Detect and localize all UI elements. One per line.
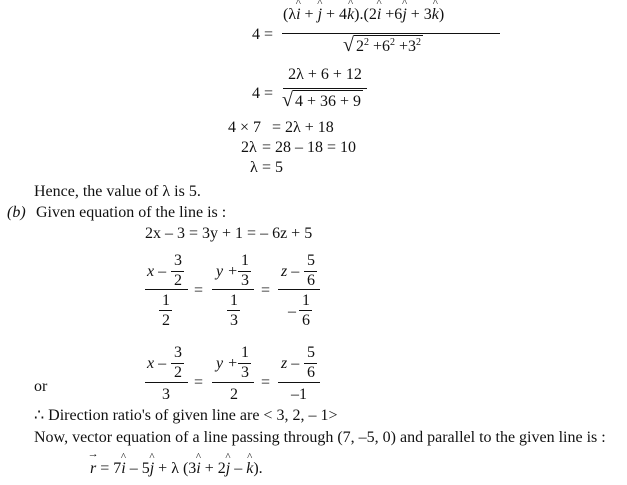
eq1-t3-bot-sign: – — [288, 303, 296, 320]
eq1-num-p8: +6 — [381, 6, 403, 23]
eq2-numerator: 2λ + 6 + 12 — [288, 66, 362, 83]
eq1-denominator — [343, 34, 423, 57]
unit-j: j ^ — [226, 461, 230, 477]
eq1-t3-main-bar — [278, 289, 320, 290]
eq2-den-inner: 4 + 36 + 9 — [293, 90, 363, 111]
eq2-t2-top-den: 3 — [241, 364, 249, 381]
eq1-num-p0: (λ — [283, 6, 297, 23]
unit-i: i ^ — [296, 7, 300, 23]
eq1-t2-bot-num: 1 — [230, 292, 238, 309]
eq1-num-p2: + — [300, 6, 318, 23]
unit-k: k ^ — [432, 7, 439, 23]
conclusion-text: Hence, the value of λ is 5. — [34, 183, 201, 200]
final-p11: ). — [253, 460, 263, 477]
sqrt-sign: √ — [343, 34, 354, 56]
eq2-denominator — [282, 89, 363, 112]
final-p7: + 2 — [200, 460, 226, 477]
eq1-den-p5: 2 — [416, 37, 422, 48]
eq1-t1-bot-num: 1 — [162, 292, 170, 309]
eq1-t1-top-lead: x – — [147, 263, 167, 280]
eq1-t2-top-lead: y + — [216, 263, 238, 280]
part-b-label: (b) — [7, 204, 26, 221]
step-3-rhs: = 5 — [262, 159, 284, 176]
final-p5: + λ (3 — [154, 460, 197, 477]
eq1-den-p1: 2 — [363, 37, 369, 48]
eq1-equals-1: = — [194, 282, 204, 299]
unit-k: k ^ — [246, 461, 253, 477]
eq2-t3-main-bar — [278, 382, 320, 383]
final-p1: = 7 — [96, 460, 122, 477]
eq1-numerator — [283, 7, 444, 23]
eq1-lhs: 4 = — [252, 26, 274, 43]
final-p3: – 5 — [125, 460, 150, 477]
eq2-t3-top-lead: z – — [281, 355, 300, 372]
eq1-num-p10: + 3 — [406, 6, 432, 23]
eq1-t3-top-num: 5 — [307, 252, 315, 269]
eq1-den-p3: 2 — [390, 37, 396, 48]
eq2-t1-den: 3 — [162, 386, 170, 403]
eq2-t1-main-bar — [145, 382, 188, 383]
eq2-equals-2: = — [261, 374, 271, 391]
unit-j: j ^ — [402, 7, 406, 23]
vector-r: r → — [90, 461, 96, 477]
eq2-equals-1: = — [194, 374, 204, 391]
eq1-t2-top-num: 1 — [241, 252, 249, 269]
eq1-t3-bot-num: 1 — [302, 292, 310, 309]
eq1-t2-bot-bar — [227, 310, 240, 311]
eq2-t3-den: –1 — [291, 386, 307, 403]
eq1-num-p6: ).(2 — [354, 6, 377, 23]
eq1-t2-main-bar — [212, 289, 254, 290]
unit-i: i ^ — [196, 461, 200, 477]
eq2-t3-top-den: 6 — [307, 364, 315, 381]
eq2-t2-den: 2 — [230, 386, 238, 403]
eq2-t2-main-bar — [212, 382, 254, 383]
eq1-t1-top-num: 3 — [174, 252, 182, 269]
vector-intro-text: Now, vector equation of a line passing through (7, –5, 0) and parallel to the given line is : — [34, 429, 606, 446]
unit-i: i ^ — [121, 461, 125, 477]
eq1-num-p12: ) — [438, 6, 445, 23]
eq1-den-p2: +6 — [368, 38, 391, 55]
part-b-intro: Given equation of the line is : — [36, 204, 227, 221]
final-vector-equation — [90, 461, 263, 477]
eq1-den-p4: +3 — [395, 38, 417, 55]
eq1-t1-main-bar — [145, 289, 188, 290]
unit-i: i ^ — [377, 7, 381, 23]
eq2-t1-top-den: 2 — [174, 364, 182, 381]
eq2-t1-top-num: 3 — [174, 344, 182, 361]
eq2-lhs: 4 = — [252, 85, 274, 102]
eq1-t2-top-den: 3 — [241, 272, 249, 289]
eq1-t1-bot-bar — [159, 310, 172, 311]
sqrt-sign: √ — [282, 89, 293, 111]
eq2-t1-top-lead: x – — [147, 355, 167, 372]
eq1-t3-top-den: 6 — [307, 272, 315, 289]
eq2-t3-top-num: 5 — [307, 344, 315, 361]
step-2-rhs: = 28 – 18 = 10 — [262, 139, 357, 156]
unit-k: k ^ — [347, 7, 354, 23]
final-p9: – — [230, 460, 247, 477]
eq1-t3-bot-den: 6 — [302, 312, 310, 329]
eq1-den-p0: 2 — [355, 38, 364, 55]
step-2-lhs: 2λ — [241, 139, 257, 156]
eq1-equals-2: = — [261, 282, 271, 299]
eq1-t3-bot-bar — [299, 310, 312, 311]
eq1-t1-bot-den: 2 — [162, 312, 170, 329]
eq2-t2-top-num: 1 — [241, 344, 249, 361]
unit-j: j ^ — [318, 7, 322, 23]
step-3-lhs: λ — [250, 159, 258, 176]
eq1-num-p4: + 4 — [322, 6, 348, 23]
or-label: or — [34, 378, 48, 395]
unit-j: j ^ — [150, 461, 154, 477]
step-1-rhs: = 2λ + 18 — [272, 119, 334, 136]
eq1-t1-top-den: 2 — [174, 272, 182, 289]
eq2-t2-top-lead: y + — [216, 355, 238, 372]
direction-ratios-text: ∴ Direction ratio's of given line are < 3, 2, – 1> — [34, 407, 338, 424]
eq1-t2-bot-den: 3 — [230, 312, 238, 329]
step-1-lhs: 4 × 7 — [228, 119, 262, 136]
eq1-t3-top-lead: z – — [281, 263, 300, 280]
line-equation: 2x – 3 = 3y + 1 = – 6z + 5 — [145, 225, 313, 242]
